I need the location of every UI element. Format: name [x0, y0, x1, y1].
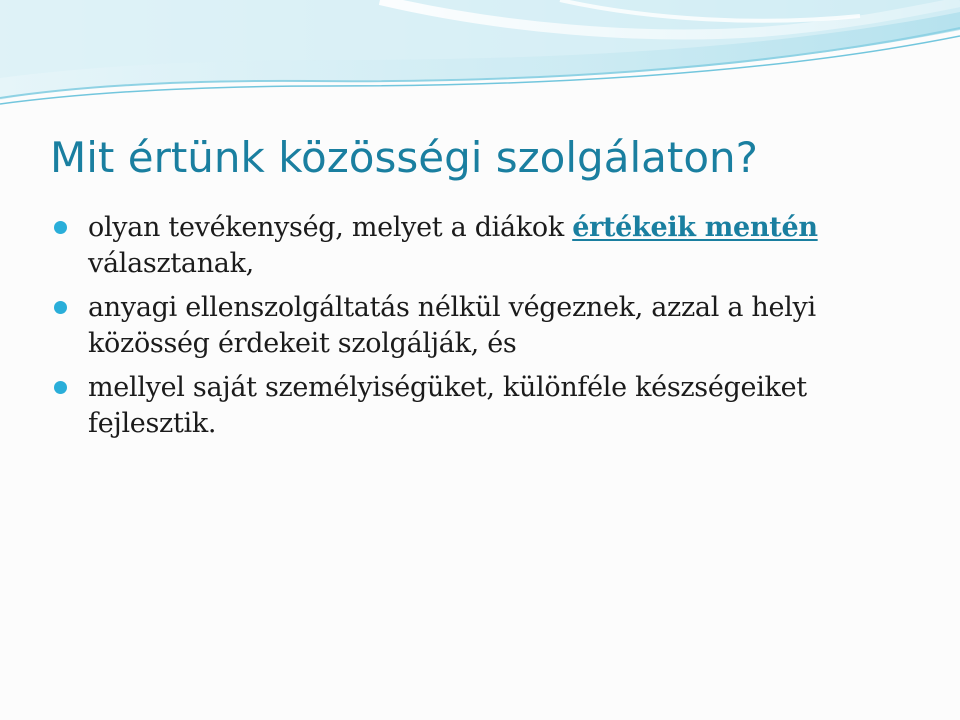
bullet-list [52, 210, 912, 450]
bullet-text: anyagi ellenszolgáltatás nélkül végeznek, azzal a helyi közösség érdekeit szolgálják, és [88, 292, 816, 359]
bullet-text-end: választanak, [88, 248, 254, 279]
emphasized-text: értékeik mentén [572, 212, 818, 243]
slide-title: Mit értünk közösségi szolgálaton? [50, 133, 758, 182]
list-item [52, 210, 912, 282]
bullet-dot-icon [54, 221, 67, 234]
list-item [52, 370, 912, 442]
header-wave-decoration [0, 0, 960, 120]
list-item [52, 290, 912, 362]
bullet-text-start: olyan tevékenység, melyet a diákok [88, 212, 573, 243]
bullet-dot-icon [54, 301, 67, 314]
bullet-text: mellyel saját személyiségüket, különféle készségeiket fejlesztik. [88, 372, 807, 439]
bullet-dot-icon [54, 381, 67, 394]
